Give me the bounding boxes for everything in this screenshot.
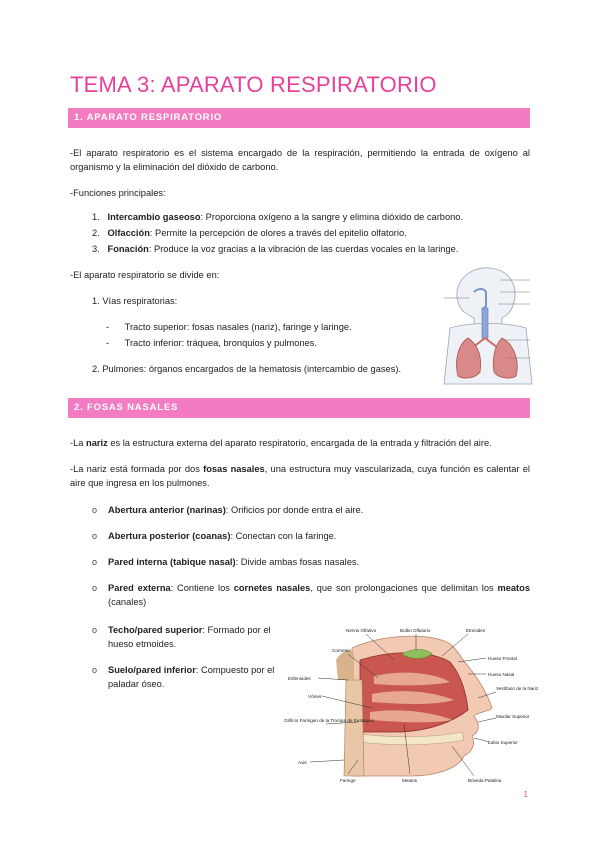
label-hueso-nasal: Hueso Nasal — [488, 672, 515, 677]
label-nervio-olfativo: Nervio Olfativo — [346, 628, 377, 633]
list-item: Pared externa: Contiene los cornetes nasales, que son prolongaciones que delimitan los meatos (canales) — [108, 583, 531, 607]
function-item: 1. Intercambio gaseoso: Proporciona oxígeno a la sangre y elimina dióxido de carbono. — [92, 212, 464, 222]
bullet-icon: o — [92, 505, 98, 515]
bullet-icon: o — [92, 583, 98, 593]
bullet-icon: o — [92, 625, 98, 635]
page-title: TEMA 3: APARATO RESPIRATORIO — [70, 72, 437, 97]
respiratory-system-figure — [440, 262, 536, 384]
nariz-paragraph: -La nariz es la estructura externa del aparato respiratorio, encargada de la entrada y filtración del aire. — [70, 438, 492, 448]
function-item: 3. Fonación: Produce la voz gracias a la vibración de las cuerdas vocales en la laringe. — [92, 244, 459, 254]
bullet-icon: o — [92, 665, 98, 675]
label-orificio: Orificio Faríngeo de la Trompa de Eustaquio — [284, 718, 375, 723]
function-term: Fonación — [107, 244, 149, 254]
label-vomer: Vómer — [308, 694, 322, 699]
label-vestibulo: Vestíbulo de la Nariz — [496, 686, 539, 691]
section-1-intro: -El aparato respiratorio es el sistema encargado de la respiración, permitiendo la entrada de oxígeno al organismo y la eliminación del dióxido de carbono. — [70, 148, 530, 172]
bullet-icon: o — [92, 531, 98, 541]
bullet-icon: o — [92, 557, 98, 567]
label-cornetes: Cornetes — [332, 648, 351, 653]
label-boveda-palatina: Bóveda Palatina — [468, 778, 502, 783]
label-meatos: Meatos — [402, 778, 418, 783]
tract-item: - Tracto inferior: tráquea, bronquios y pulmones. — [106, 338, 318, 348]
section-1-heading: 1. APARATO RESPIRATORIO — [74, 112, 223, 123]
section-1-header — [68, 108, 530, 128]
list-item: Techo/pared superior: Formado por el hueso etmoides. — [108, 625, 271, 649]
list-item: Abertura anterior (narinas): Orificios por donde entra el aire. — [108, 505, 364, 515]
function-term: Intercambio gaseoso — [107, 212, 201, 222]
vias-label: 1. Vías respiratorias: — [92, 296, 178, 306]
list-item: Abertura posterior (coanas): Conectan con la faringe. — [108, 531, 337, 541]
section-2-heading: 2. FOSAS NASALES — [74, 402, 179, 413]
label-axis: Axis — [298, 760, 307, 765]
function-item: 2. Olfacción: Permite la percepción de olores a través del epitelio olfatorio. — [92, 228, 407, 238]
label-labio-superior: Labio Superior — [488, 740, 518, 745]
section-2-header — [68, 398, 530, 418]
fosas-paragraph: -La nariz está formada por dos fosas nasales, una estructura muy vascularizada, cuya función es calentar el aire que ingresa en los pulmones. — [70, 464, 530, 488]
label-maxilar: Maxilar Superior — [496, 714, 530, 719]
function-term: Olfacción — [107, 228, 150, 238]
list-item: Pared interna (tabique nasal): Divide ambas fosas nasales. — [108, 557, 360, 567]
divides-label: -El aparato respiratorio se divide en: — [70, 270, 220, 280]
page-number: 1 — [523, 790, 528, 799]
label-bulbo-olfatorio: Bulbo Olfatorio — [400, 628, 431, 633]
pulmones-line: 2. Pulmones: órganos encargados de la hematosis (intercambio de gases). — [92, 364, 402, 374]
label-faringe: Faringe — [340, 778, 356, 783]
label-esfenoides: Esfenoides — [288, 676, 311, 681]
list-item: Suelo/pared inferior: Compuesto por el paladar óseo. — [108, 665, 275, 689]
nasal-cavity-diagram — [282, 620, 539, 788]
label-hueso-frontal: Hueso Frontal — [488, 656, 517, 661]
label-etmoides: Etmoides — [466, 628, 486, 633]
tract-item: - Tracto superior: fosas nasales (nariz), faringe y laringe. — [106, 322, 352, 332]
functions-label: -Funciones principales: — [70, 188, 166, 198]
